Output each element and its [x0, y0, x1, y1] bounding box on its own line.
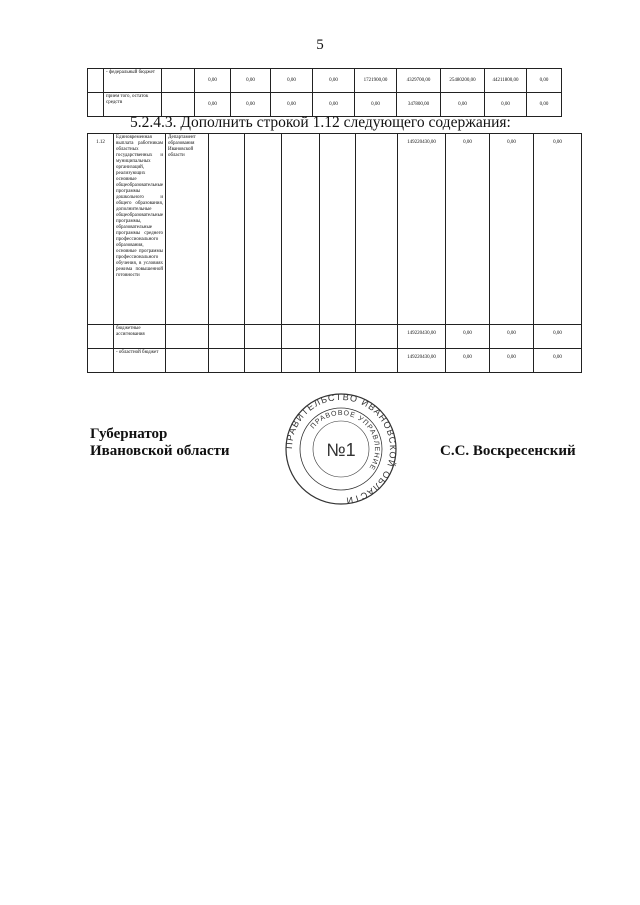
empty-cell — [166, 349, 209, 373]
table-cell: 0,00 — [534, 134, 582, 325]
seal-outer-text: ПРАВИТЕЛЬСТВО ИВАНОВСКОЙ ОБЛАСТИ — [284, 392, 398, 506]
table-cell — [209, 325, 245, 349]
table-cell — [320, 325, 356, 349]
page-number: 5 — [316, 37, 324, 53]
table-cell: 25480200,00 — [441, 69, 485, 93]
new-row-table — [87, 133, 582, 373]
table-cell — [320, 134, 356, 325]
table-cell: 0,00 — [534, 325, 582, 349]
table-cell: 0,00 — [527, 69, 562, 93]
row-name: бюджетные ассигнования — [114, 325, 166, 349]
table-cell: 1721900,00 — [355, 69, 397, 93]
table-cell: 0,00 — [490, 325, 534, 349]
table-cell: 0,00 — [231, 93, 271, 117]
table-cell: 0,00 — [195, 69, 231, 93]
empty-cell — [166, 325, 209, 349]
table-cell: 0,00 — [313, 69, 355, 93]
table-cell: 0,00 — [271, 93, 313, 117]
table-cell: 0,00 — [534, 349, 582, 373]
empty-cell — [88, 349, 114, 373]
table-cell: 0,00 — [485, 93, 527, 117]
table-cell — [209, 134, 245, 325]
row-name: - областной бюджет — [114, 349, 166, 373]
table-cell — [320, 349, 356, 373]
table-cell: 0,00 — [446, 134, 490, 325]
table-cell — [245, 134, 282, 325]
official-seal — [284, 392, 398, 506]
seal-inner-text: ПРАВОВОЕ УПРАВЛЕНИЕ — [309, 409, 381, 472]
table-cell: 149220430,00 — [398, 349, 446, 373]
table-cell: 0,00 — [527, 93, 562, 117]
row-executor — [162, 93, 195, 117]
row-name: прием того, остаток средств — [104, 93, 162, 117]
table-row — [88, 134, 582, 325]
table-cell: 0,00 — [446, 325, 490, 349]
signatory-title-line2: Ивановской области — [90, 443, 230, 459]
row-code: 1.12 — [88, 134, 114, 325]
row-executor: Департамент образования Ивановской области — [166, 134, 209, 325]
table-cell: 347800,00 — [397, 93, 441, 117]
table-cell: 0,00 — [490, 134, 534, 325]
table-cell: 0,00 — [231, 69, 271, 93]
row-code — [88, 93, 104, 117]
table-cell — [282, 349, 320, 373]
table-cell: 4329700,00 — [397, 69, 441, 93]
top-budget-table — [87, 68, 562, 117]
table-cell — [282, 134, 320, 325]
table-cell: 149220430,00 — [398, 134, 446, 325]
table-cell: 0,00 — [490, 349, 534, 373]
row-code — [88, 69, 104, 93]
table-row — [88, 349, 582, 373]
table-cell — [282, 325, 320, 349]
table-row — [88, 325, 582, 349]
table-cell — [356, 134, 398, 325]
signatory-title-line1: Губернатор — [90, 426, 168, 442]
empty-cell — [88, 325, 114, 349]
table-cell — [356, 325, 398, 349]
table-cell — [209, 349, 245, 373]
table-cell: 149220430,00 — [398, 325, 446, 349]
table-cell — [356, 349, 398, 373]
seal-center-number: №1 — [326, 440, 356, 460]
table-cell: 0,00 — [195, 93, 231, 117]
table-cell: 0,00 — [446, 349, 490, 373]
table-row — [88, 69, 562, 93]
table-cell: 0,00 — [355, 93, 397, 117]
table-cell — [245, 349, 282, 373]
table-cell: 0,00 — [441, 93, 485, 117]
section-heading: 5.2.4.3. Дополнить строкой 1.12 следующего содержания: — [130, 114, 511, 131]
table-cell: 0,00 — [313, 93, 355, 117]
row-name: - федеральный бюджет — [104, 69, 162, 93]
table-cell — [245, 325, 282, 349]
signatory-title — [90, 426, 230, 460]
table-cell: 0,00 — [271, 69, 313, 93]
row-executor — [162, 69, 195, 93]
signatory-name: С.С. Воскресенский — [440, 443, 576, 459]
table-row — [88, 93, 562, 117]
row-name: Единовременная выплата работникам областных государственных и муниципальных организаций, реализующих основные общеобразовательные программы дошкольного и общего образования, дополнительные общеобразовательные программы, образовательные программы среднего профессионального образования, основные программы профессионального обучения, в условиях режима повышенной готовности — [114, 134, 166, 325]
table-cell: 44211800,00 — [485, 69, 527, 93]
